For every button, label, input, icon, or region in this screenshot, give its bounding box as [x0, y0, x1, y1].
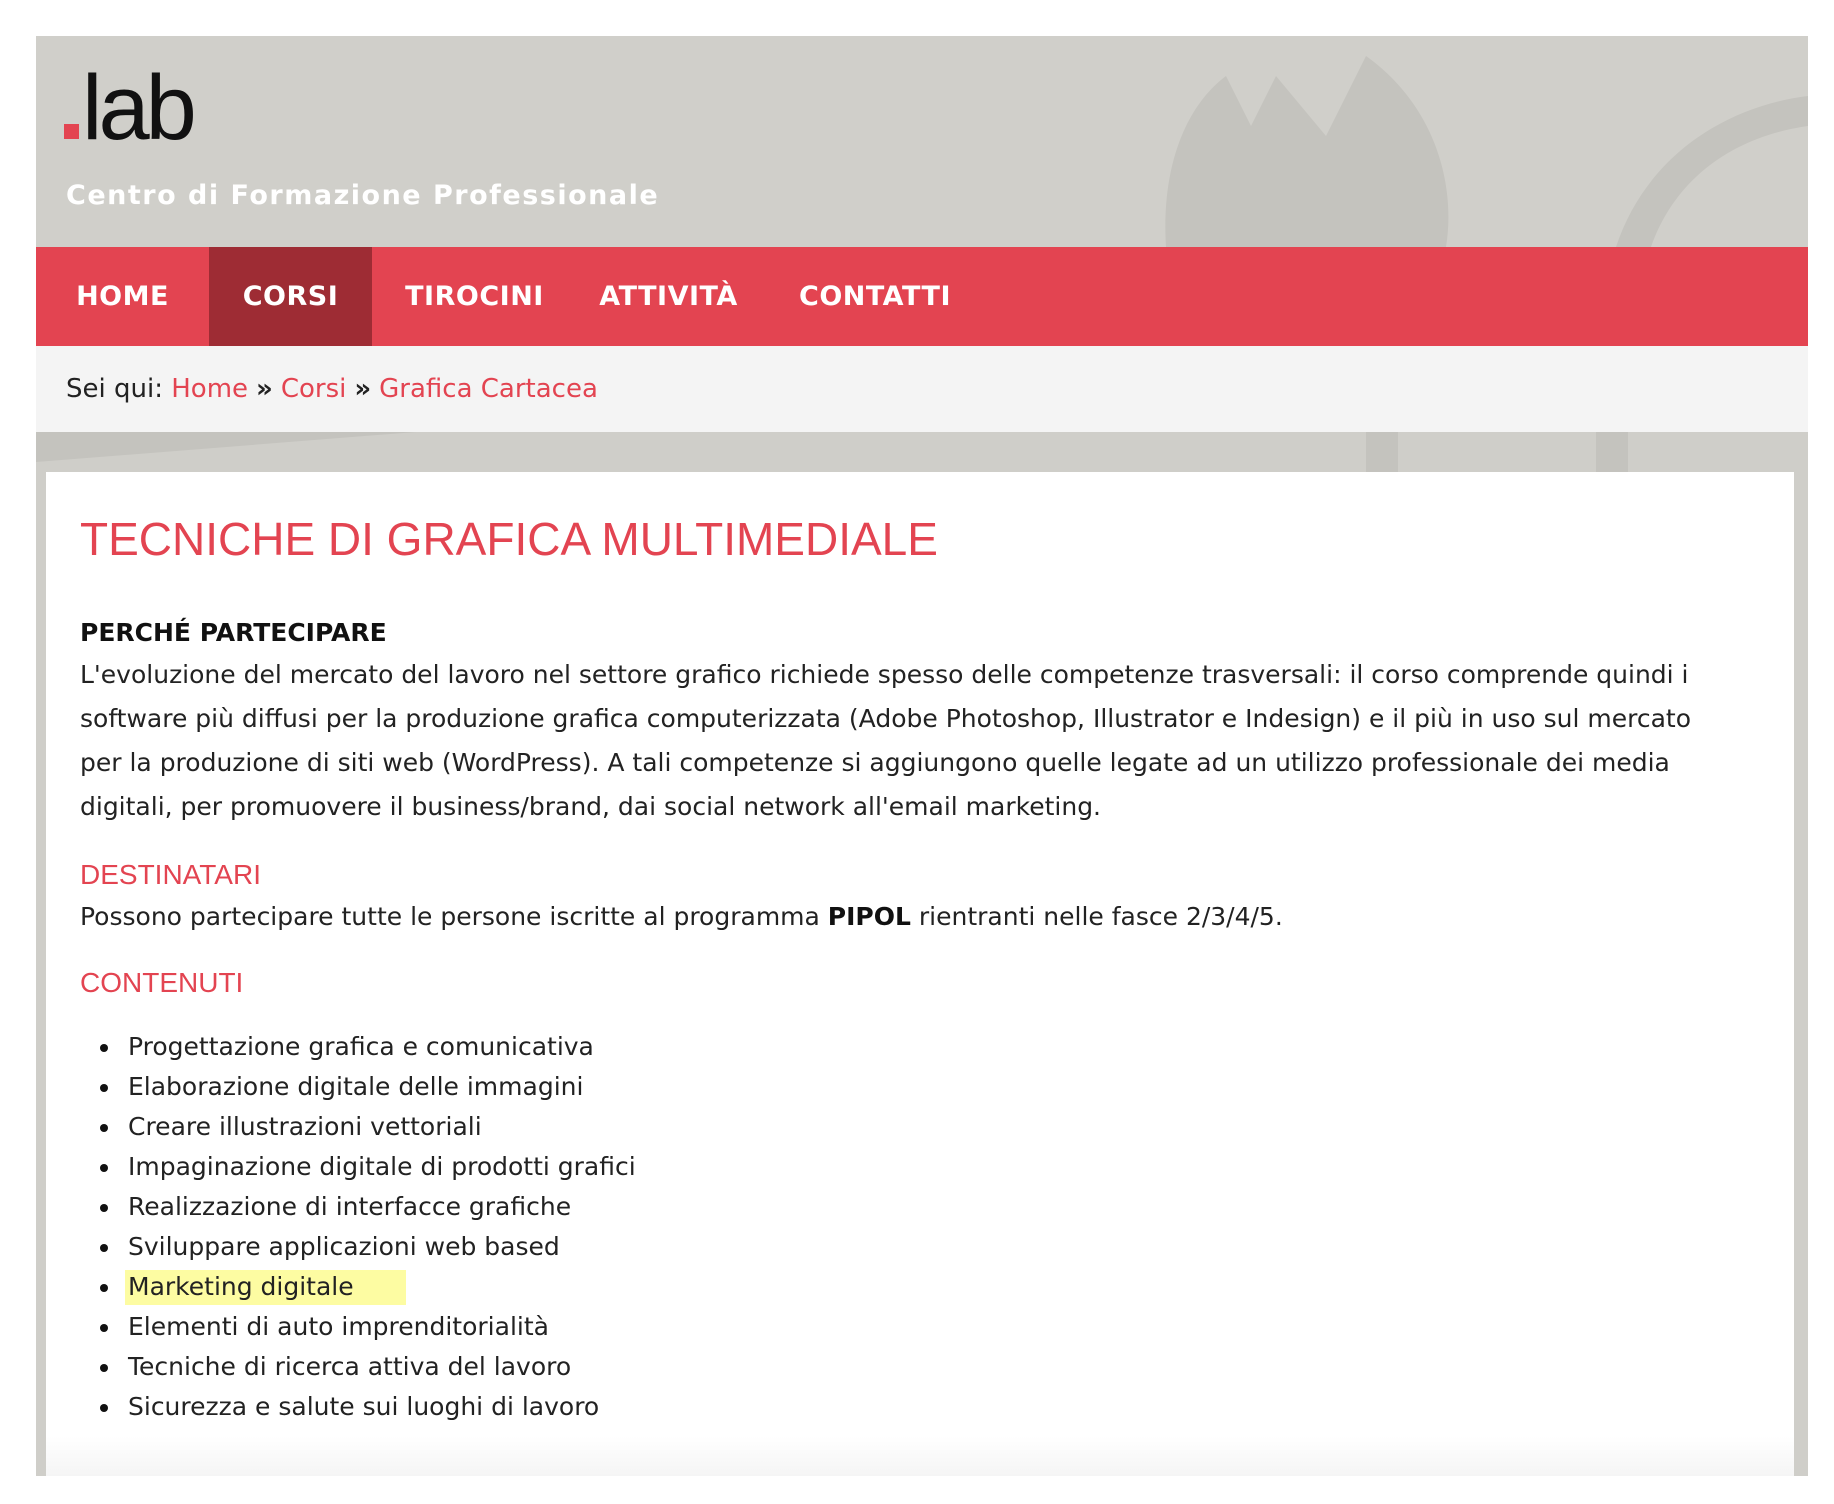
list-item: Creare illustrazioni vettoriali [128, 1107, 1760, 1147]
logo-text: lab [82, 57, 193, 159]
breadcrumb-separator: » [256, 374, 273, 404]
list-item: Elementi di auto imprenditorialità [128, 1307, 1760, 1347]
why-text: L'evoluzione del mercato del lavoro nel settore grafico richiede spesso delle competenze trasversali: il corso comprende quindi i software più diffusi per la produzione grafica computerizzata (Adobe Photoshop, Illustrator e Indesign) e il più in uso sul mercato per la produzione di siti web (WordPress). A tali competenze si aggiungono quelle legate ad un utilizzo professionale dei media digitali, per promuovere il business/brand, dai social network all'email marketing. [80, 660, 1691, 821]
nav-item-attivita[interactable]: ATTIVITÀ [599, 281, 738, 312]
target-text-bold: PIPOL [827, 902, 911, 931]
site-header [36, 36, 1808, 247]
breadcrumb [36, 346, 1808, 432]
breadcrumb-link-grafica-cartacea[interactable]: Grafica Cartacea [379, 374, 598, 404]
breadcrumb-separator: » [354, 374, 372, 404]
highlighted-text: Marketing digitale [125, 1270, 406, 1305]
page-title: TECNICHE DI GRAFICA MULTIMEDIALE [80, 513, 938, 565]
contents-heading: CONTENUTI [80, 967, 244, 998]
breadcrumb-prefix: Sei qui: [66, 374, 163, 404]
site-logo[interactable] [64, 57, 660, 211]
site-wrapper [36, 36, 1808, 1476]
nav-item-contatti[interactable]: CONTATTI [799, 281, 951, 312]
card-bottom-fade [46, 1436, 1794, 1476]
list-item: Tecniche di ricerca attiva del lavoro [128, 1347, 1760, 1387]
list-item: Impaginazione digitale di prodotti grafici [128, 1147, 1760, 1187]
list-item: Elaborazione digitale delle immagini [128, 1067, 1760, 1107]
list-item: Realizzazione di interfacce grafiche [128, 1187, 1760, 1227]
main-area [36, 432, 1808, 1476]
target-text-after: rientranti nelle fasce 2/3/4/5. [910, 902, 1283, 931]
target-heading: DESTINATARI [80, 859, 261, 890]
list-item: Sviluppare applicazioni web based [128, 1227, 1760, 1267]
breadcrumb-link-home[interactable]: Home [171, 374, 249, 404]
logo-dot [64, 124, 79, 139]
breadcrumb-link-corsi[interactable]: Corsi [280, 374, 347, 404]
list-item: Sicurezza e salute sui luoghi di lavoro [128, 1387, 1760, 1427]
list-item: Progettazione grafica e comunicativa [128, 1027, 1760, 1067]
nav-item-corsi[interactable]: CORSI [209, 247, 372, 346]
list-item-highlighted [128, 1267, 1760, 1307]
nav-item-tirocini[interactable]: TIROCINI [405, 281, 544, 312]
why-heading: PERCHÉ PARTECIPARE [80, 618, 387, 647]
target-text [80, 897, 1760, 937]
contents-list [80, 1027, 1760, 1427]
header-decoration [36, 36, 1808, 247]
content-card [46, 472, 1794, 1476]
logo-wordmark [64, 57, 193, 159]
logo-tagline: Centro di Formazione Professionale [66, 180, 660, 211]
main-nav [36, 247, 1808, 346]
nav-item-home[interactable]: HOME [76, 281, 169, 312]
target-text-before: Possono partecipare tutte le persone iscritte al programma [80, 902, 828, 931]
